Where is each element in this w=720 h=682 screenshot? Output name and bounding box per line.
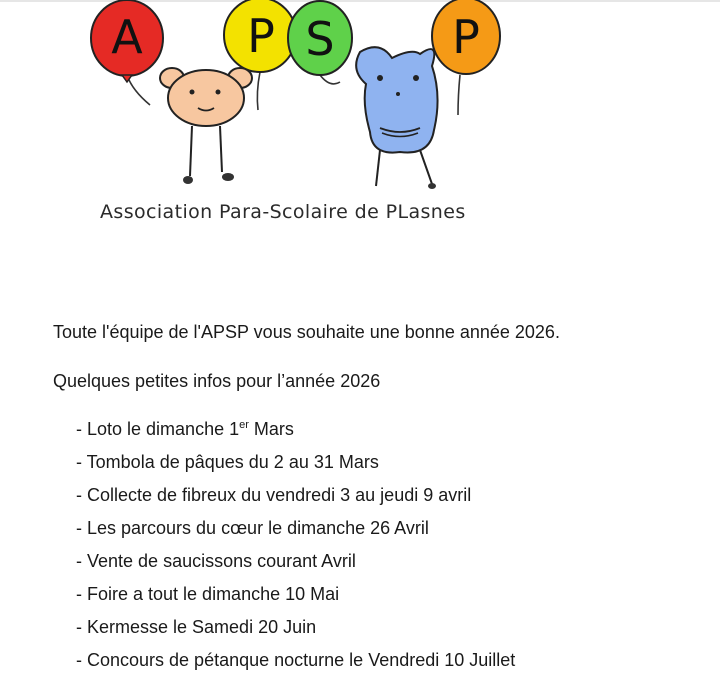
blue-creature-illustration xyxy=(356,47,437,189)
balloon-p1 xyxy=(224,0,296,72)
event-item: - Concours de pétanque nocturne le Vendredi 10 Juillet xyxy=(76,650,516,670)
balloon-s xyxy=(288,1,352,75)
event-item: - Loto le dimanche 1er Mars xyxy=(76,419,294,439)
letter-a: A xyxy=(111,10,143,64)
balloon-p2 xyxy=(432,0,500,74)
event-item: - Kermesse le Samedi 20 Juin xyxy=(76,617,317,637)
event-item: - Les parcours du cœur le dimanche 26 Avril xyxy=(76,518,429,538)
logo-illustration xyxy=(80,0,530,200)
teddy-bear-illustration xyxy=(160,68,252,184)
event-item: - Collecte de fibreux du vendredi 3 au jeudi 9 avril xyxy=(76,485,472,505)
letter-s: S xyxy=(305,12,335,66)
event-item: - Vente de saucissons courant Avril xyxy=(76,551,356,571)
infos-intro: Quelques petites infos pour l’année 2026 xyxy=(53,371,381,391)
letter-p2: P xyxy=(452,10,480,64)
balloon-a xyxy=(91,0,163,82)
event-item: - Foire a tout le dimanche 10 Mai xyxy=(76,584,340,604)
events-list xyxy=(76,418,515,682)
event-item: - Tombola de pâques du 2 au 31 Mars xyxy=(76,452,379,472)
association-name: Association Para-Scolaire de PLasnes xyxy=(100,201,466,223)
new-year-greeting: Toute l'équipe de l'APSP vous souhaite une bonne année 2026. xyxy=(53,322,560,342)
apsp-logo xyxy=(80,0,530,240)
letter-p1: P xyxy=(247,9,275,63)
